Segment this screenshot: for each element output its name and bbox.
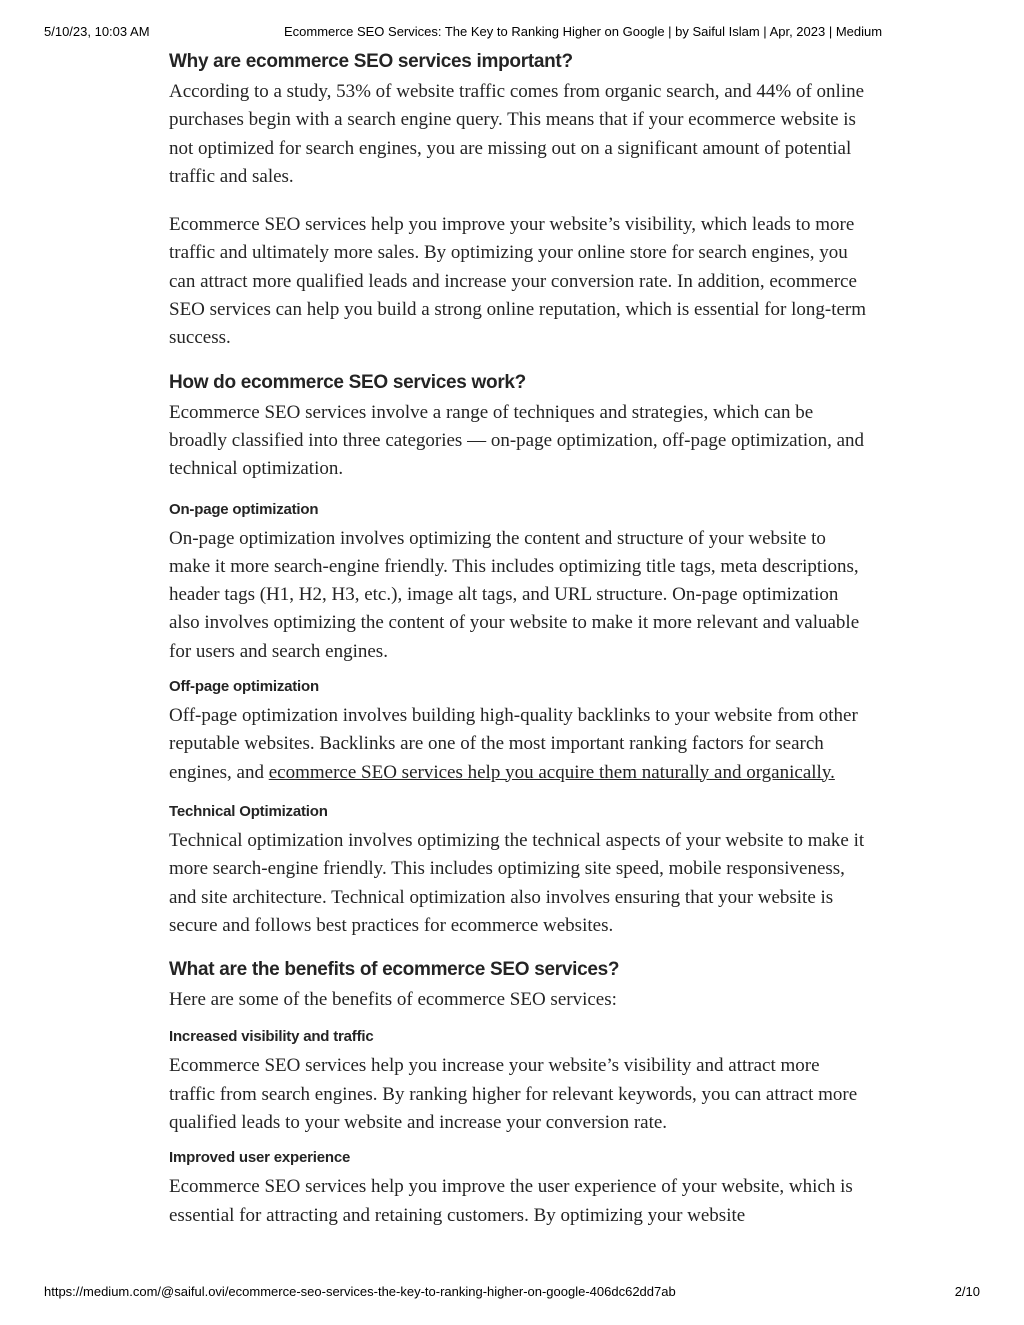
subheading-visibility: Increased visibility and traffic xyxy=(169,1028,374,1046)
paragraph-visibility: Ecommerce SEO services help you increase your website’s visibility and attract more traffic from search engines. By ranking higher for relevant keywords, you can attract more qualified leads to your website and increase your conversion rate. xyxy=(169,1055,858,1134)
article-body xyxy=(169,48,869,1230)
subheading-onpage: On-page optimization xyxy=(169,500,319,518)
paragraph-user-experience: Ecommerce SEO services help you improve the user experience of your website, which is essential for attracting and retaining customers. By optimizing your website xyxy=(169,1176,853,1226)
subheading-user-experience: Improved user experience xyxy=(169,1149,351,1167)
section-heading-benefits: What are the benefits of ecommerce SEO services? xyxy=(169,959,620,981)
paragraph-why-1: According to a study, 53% of website traffic comes from organic search, and 44% of online purchases begin with a search engine query. This means that if your ecommerce website is not optimized for search engines, you are missing out on a significant amount of potential traffic and sales. xyxy=(169,81,865,187)
section-heading-why: Why are ecommerce SEO services important? xyxy=(169,51,573,72)
paragraph-how-1: Ecommerce SEO services involve a range of techniques and strategies, which can be broadly classified into three categories — on-page optimization, off-page optimization, and technical optimization. xyxy=(169,401,865,480)
print-footer xyxy=(0,1284,1024,1302)
print-header xyxy=(0,24,1024,42)
paragraph-onpage: On-page optimization involves optimizing the content and structure of your website to make it more search-engine friendly. This includes optimizing title tags, meta descriptions, header tags (H1, H2, H3, etc.), image alt tags, and URL structure. On-page optimization also involves optimizing the content of your website to make it more relevant and valuable for users and search engines. xyxy=(169,527,860,662)
print-page-number: 2/10 xyxy=(954,1284,980,1299)
section-heading-how: How do ecommerce SEO services work? xyxy=(169,371,526,393)
print-datetime: 5/10/23, 10:03 AM xyxy=(44,24,150,39)
paragraph-why-2: Ecommerce SEO services help you improve your website’s visibility, which leads to more traffic and ultimately more sales. By optimizing your online store for search engines, you can attract more qualified leads and increase your conversion rate. In addition, ecommerce SEO services can help you build a strong online reputation, which is essential for long-term success. xyxy=(169,214,867,349)
paragraph-technical: Technical optimization involves optimizing the technical aspects of your website to make it more search-engine friendly. This includes optimizing site speed, mobile responsiveness, and site architecture. Technical optimization also involves ensuring that your website is secure and follows best practices for ecommerce websites. xyxy=(169,829,865,936)
paragraph-offpage-text: Off-page optimization involves building high-quality backlinks to your website from other reputable websites. Backlinks are one of the most important ranking factors for search engines, and xyxy=(169,705,858,783)
print-url: https://medium.com/@saiful.ovi/ecommerce-seo-services-the-key-to-ranking-higher-on-google-406dc62dd7ab xyxy=(44,1284,676,1299)
paragraph-offpage xyxy=(169,702,869,787)
subheading-technical: Technical Optimization xyxy=(169,802,328,820)
print-page-title: Ecommerce SEO Services: The Key to Ranking Higher on Google | by Saiful Islam | Apr, 2023 | Medium xyxy=(284,24,883,39)
paragraph-benefits-intro: Here are some of the benefits of ecommerce SEO services: xyxy=(169,989,617,1011)
subheading-offpage: Off-page optimization xyxy=(169,678,319,696)
backlinks-link[interactable]: ecommerce SEO services help you acquire them naturally and organically. xyxy=(268,761,835,783)
